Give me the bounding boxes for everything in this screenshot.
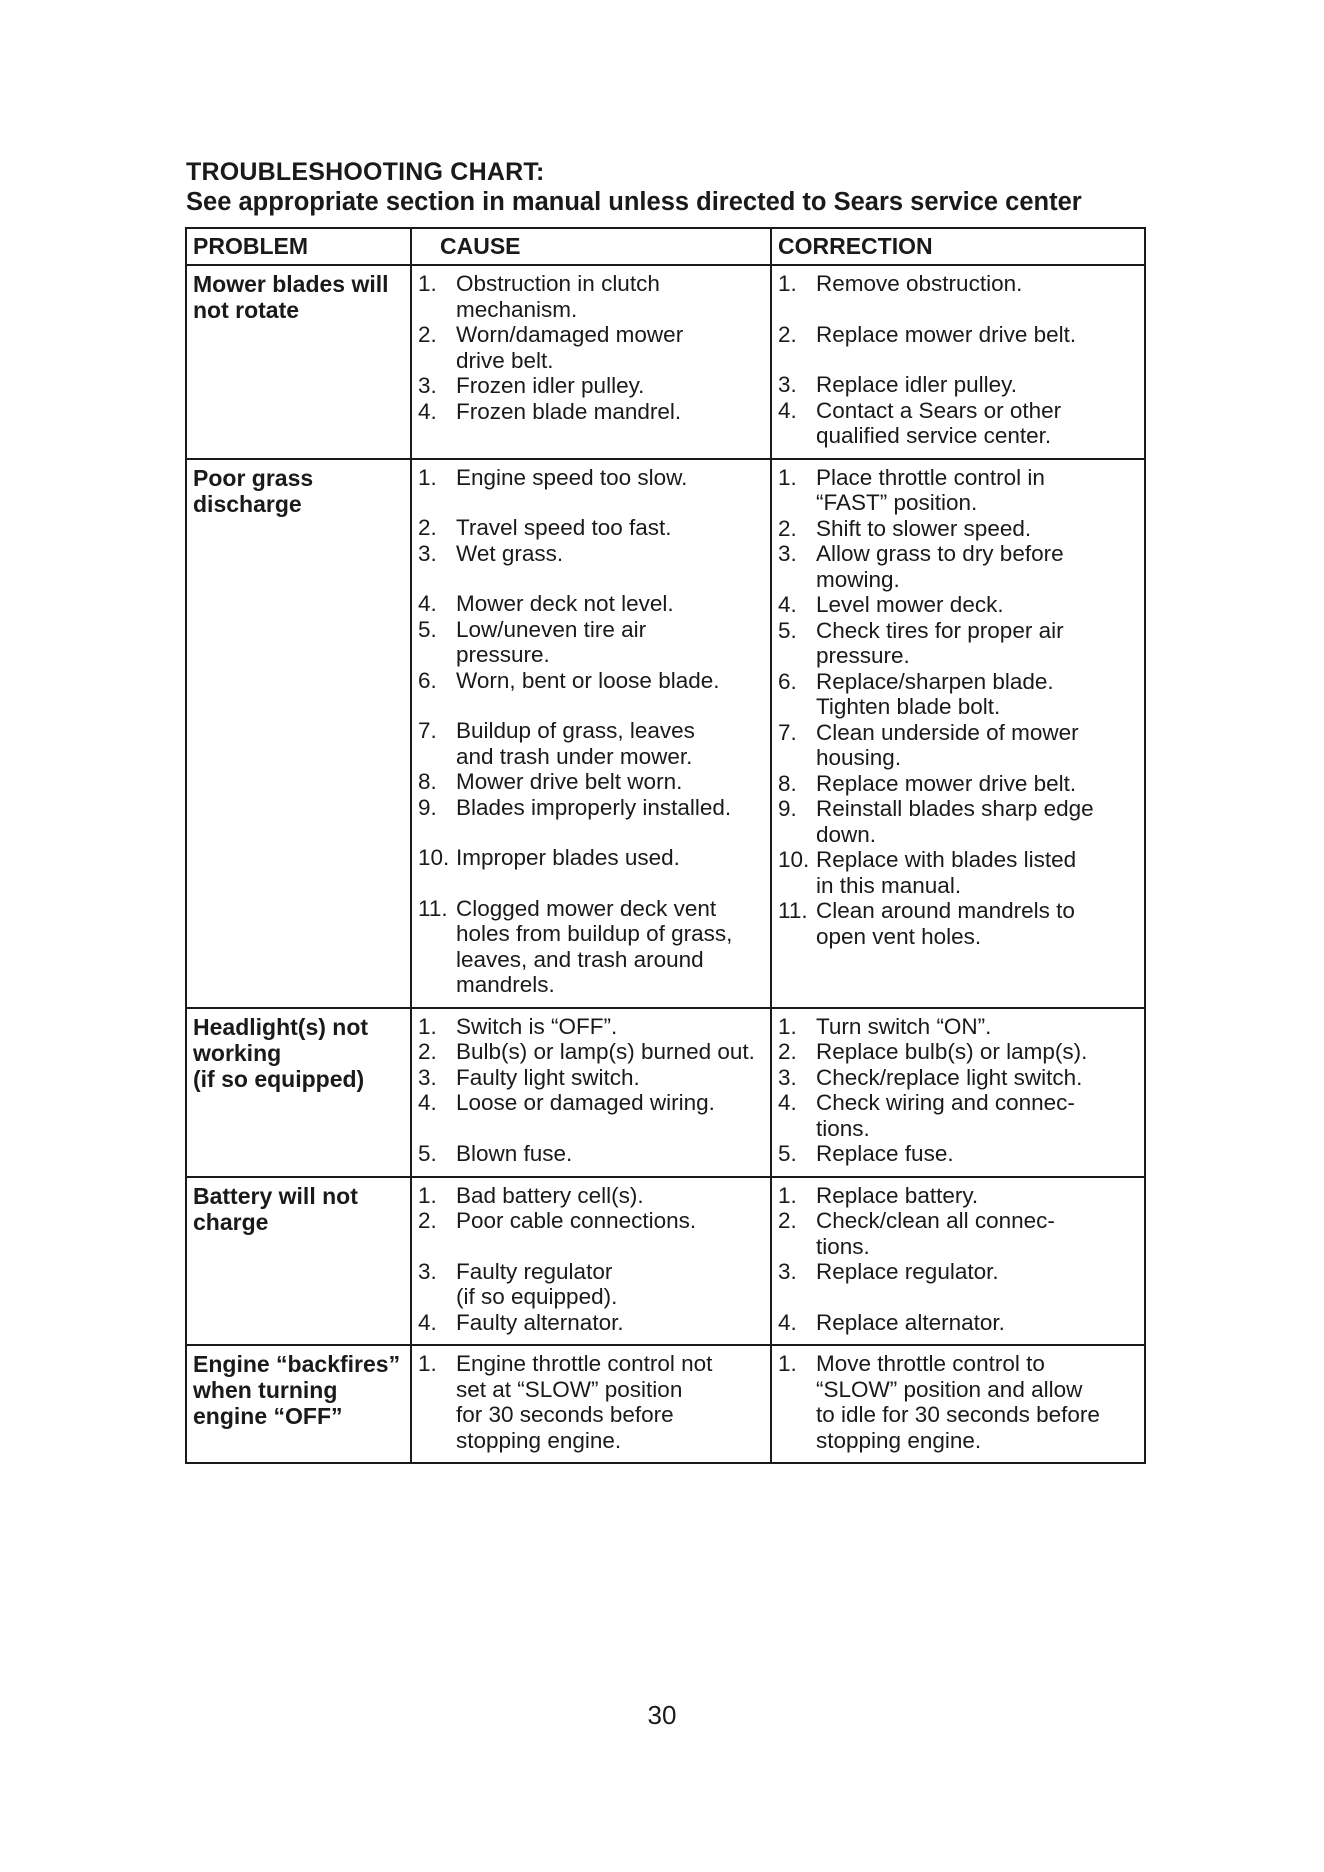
cause-item-text: Obstruction in clutch mechanism.	[456, 271, 660, 322]
correction-list	[778, 1014, 1138, 1167]
correction-item-number: 11.	[778, 898, 808, 923]
problem-text: Poor grass discharge	[193, 464, 314, 517]
cause-cell	[411, 265, 771, 459]
correction-item	[778, 465, 1138, 516]
cause-item-text: Blown fuse.	[456, 1140, 573, 1166]
correction-item-text: Replace/sharpen blade. Tighten blade bolt.	[816, 668, 1054, 719]
correction-item	[778, 592, 1138, 618]
correction-item-text: Contact a Sears or other qualified service center.	[816, 397, 1062, 448]
cause-item-number: 5.	[418, 1140, 437, 1166]
correction-cell	[771, 1008, 1145, 1177]
correction-item-number: 3.	[778, 1259, 797, 1284]
cause-item-number: 4.	[418, 398, 437, 424]
correction-item-text: Check/replace light switch.	[816, 1064, 1083, 1090]
correction-item	[778, 516, 1138, 542]
correction-item-number: 3.	[778, 372, 797, 397]
correction-item-number: 4.	[778, 1309, 797, 1335]
cause-item	[418, 1310, 764, 1336]
correction-item-text: Remove obstruction.	[816, 271, 1023, 296]
correction-item-number: 1.	[778, 1013, 797, 1039]
correction-item-text: Replace mower drive belt.	[816, 770, 1077, 796]
problem-text: Mower blades will not rotate	[193, 271, 389, 323]
correction-item-text: Move throttle control to “SLOW” position and allow to idle for 30 seconds before stopping engine.	[816, 1351, 1100, 1453]
correction-cell	[771, 1345, 1145, 1463]
correction-item	[778, 322, 1138, 348]
correction-item-number: 4.	[778, 397, 797, 423]
correction-cell	[771, 1177, 1145, 1346]
cause-item	[418, 617, 764, 668]
cause-item	[418, 271, 764, 322]
correction-item-number: 2.	[778, 515, 797, 541]
column-header-problem: PROBLEM	[186, 228, 411, 265]
cause-item	[418, 1014, 764, 1040]
cause-cell	[411, 1345, 771, 1463]
correction-item-text: Level mower deck.	[816, 592, 1004, 617]
cause-list	[418, 465, 764, 998]
correction-item	[778, 1141, 1138, 1167]
cause-item	[418, 845, 764, 871]
correction-item-number: 6.	[778, 668, 797, 694]
correction-item	[778, 618, 1138, 669]
correction-item	[778, 796, 1138, 847]
problem-cell	[186, 1345, 411, 1463]
correction-item	[778, 669, 1138, 720]
cause-item	[418, 668, 764, 694]
correction-item	[778, 720, 1138, 771]
correction-item-text: Check wiring and connec- tions.	[816, 1090, 1075, 1141]
table-row	[186, 459, 1145, 1008]
correction-item	[778, 898, 1138, 949]
correction-item	[778, 271, 1138, 297]
correction-item	[778, 1090, 1138, 1141]
cause-item	[418, 1039, 764, 1065]
correction-item	[778, 1310, 1138, 1336]
cause-item-number: 4.	[418, 1309, 437, 1335]
cause-item	[418, 1208, 764, 1234]
cause-item	[418, 1351, 764, 1453]
cause-item-number: 3.	[418, 1064, 437, 1090]
cause-item-number: 7.	[418, 718, 437, 743]
correction-item-text: Replace with blades listed in this manual.	[816, 847, 1077, 898]
cause-item-text: Improper blades used.	[456, 845, 680, 870]
cause-item-number: 4.	[418, 591, 437, 616]
cause-item-text: Wet grass.	[456, 540, 564, 566]
cause-item-text: Engine throttle control not set at “SLOW” position for 30 seconds before stopping engine.	[456, 1351, 713, 1453]
table-header-row	[186, 228, 1145, 265]
cause-item	[418, 795, 764, 821]
cause-list	[418, 271, 764, 424]
cause-item	[418, 399, 764, 425]
correction-item-number: 4.	[778, 1090, 797, 1115]
correction-item	[778, 398, 1138, 449]
correction-item	[778, 1351, 1138, 1453]
correction-item	[778, 1208, 1138, 1259]
cause-item-text: Worn/damaged mower drive belt.	[456, 322, 684, 373]
correction-item-number: 2.	[778, 321, 797, 347]
cause-cell	[411, 1177, 771, 1346]
correction-item-text: Place throttle control in “FAST” position.	[816, 464, 1045, 515]
correction-item	[778, 541, 1138, 592]
correction-cell	[771, 459, 1145, 1008]
correction-item	[778, 1259, 1138, 1285]
cause-item-number: 10.	[418, 845, 450, 870]
cause-item-text: Bulb(s) or lamp(s) burned out.	[456, 1039, 755, 1064]
cause-item-number: 2.	[418, 515, 437, 540]
cause-item-text: Engine speed too slow.	[456, 464, 688, 490]
correction-item-text: Check tires for proper air pressure.	[816, 617, 1064, 668]
correction-item-text: Replace mower drive belt.	[816, 321, 1077, 347]
page-number: 30	[647, 1700, 677, 1730]
correction-item	[778, 1014, 1138, 1040]
table-row	[186, 1345, 1145, 1463]
correction-item-number: 4.	[778, 592, 797, 617]
correction-item-number: 1.	[778, 1182, 797, 1208]
correction-item-text: Shift to slower speed.	[816, 515, 1032, 541]
cause-item-text: Bad battery cell(s).	[456, 1182, 644, 1208]
cause-item-text: Faulty regulator (if so equipped).	[456, 1258, 618, 1309]
cause-item-text: Worn, bent or loose blade.	[456, 667, 720, 693]
problem-cell	[186, 1008, 411, 1177]
cause-item-number: 3.	[418, 373, 437, 398]
cause-list	[418, 1351, 764, 1453]
cause-item-text: Mower drive belt worn.	[456, 769, 683, 794]
cause-item-number: 3.	[418, 540, 437, 566]
correction-item	[778, 771, 1138, 797]
correction-item-text: Replace bulb(s) or lamp(s).	[816, 1039, 1088, 1064]
cause-item	[418, 591, 764, 617]
correction-cell	[771, 265, 1145, 459]
cause-item-number: 2.	[418, 1039, 437, 1064]
correction-item-number: 2.	[778, 1039, 797, 1064]
problem-cell	[186, 265, 411, 459]
correction-item-number: 3.	[778, 1064, 797, 1090]
cause-item-number: 5.	[418, 616, 437, 642]
cause-item	[418, 769, 764, 795]
problem-text: Engine “backfires” when turning engine “OFF”	[193, 1351, 401, 1429]
cause-item-number: 2.	[418, 1208, 437, 1233]
correction-item-text: Allow grass to dry before mowing.	[816, 541, 1064, 592]
cause-item-text: Faulty light switch.	[456, 1064, 640, 1090]
correction-list	[778, 271, 1138, 449]
cause-item	[418, 515, 764, 541]
correction-item-number: 5.	[778, 1141, 797, 1166]
correction-item-number: 9.	[778, 796, 797, 821]
column-header-cause: CAUSE	[411, 228, 771, 265]
table-row	[186, 1008, 1145, 1177]
correction-item-number: 8.	[778, 770, 797, 796]
cause-item-number: 1.	[418, 271, 437, 296]
correction-item-number: 5.	[778, 617, 797, 643]
correction-item-text: Reinstall blades sharp edge down.	[816, 796, 1094, 847]
correction-item-text: Replace idler pulley.	[816, 372, 1017, 397]
cause-item-text: Poor cable connections.	[456, 1208, 697, 1233]
cause-item-number: 11.	[418, 895, 448, 921]
problem-text: Battery will not charge	[193, 1182, 358, 1235]
cause-item-number: 3.	[418, 1258, 437, 1284]
cause-item	[418, 718, 764, 769]
problem-cell	[186, 459, 411, 1008]
correction-item	[778, 1183, 1138, 1209]
cause-cell	[411, 459, 771, 1008]
correction-item	[778, 1039, 1138, 1065]
cause-item-number: 1.	[418, 1351, 437, 1376]
cause-list	[418, 1014, 764, 1167]
correction-item-number: 2.	[778, 1208, 797, 1233]
cause-item-number: 1.	[418, 464, 437, 490]
cause-item-text: Mower deck not level.	[456, 591, 674, 616]
cause-item	[418, 322, 764, 373]
correction-item	[778, 1065, 1138, 1091]
cause-item-text: Blades improperly installed.	[456, 794, 732, 820]
correction-item-text: Clean underside of mower housing.	[816, 719, 1079, 770]
correction-item-text: Clean around mandrels to open vent holes.	[816, 898, 1075, 949]
cause-item-number: 6.	[418, 667, 437, 693]
cause-item-number: 2.	[418, 322, 437, 347]
cause-item	[418, 1141, 764, 1167]
cause-item-number: 1.	[418, 1013, 437, 1039]
correction-list	[778, 1183, 1138, 1336]
cause-item	[418, 1259, 764, 1310]
correction-item	[778, 372, 1138, 398]
correction-item-number: 3.	[778, 541, 797, 566]
correction-item	[778, 847, 1138, 898]
correction-item-number: 10.	[778, 847, 810, 872]
cause-item-text: Travel speed too fast.	[456, 515, 672, 540]
table-row	[186, 1177, 1145, 1346]
correction-item-text: Replace regulator.	[816, 1259, 999, 1284]
cause-item-text: Frozen blade mandrel.	[456, 398, 682, 424]
cause-list	[418, 1183, 764, 1336]
cause-item	[418, 1090, 764, 1116]
cause-item-text: Faulty alternator.	[456, 1309, 624, 1335]
column-header-correction: CORRECTION	[771, 228, 1145, 265]
cause-item	[418, 541, 764, 567]
problem-cell	[186, 1177, 411, 1346]
correction-list	[778, 1351, 1138, 1453]
correction-item-text: Replace battery.	[816, 1182, 979, 1208]
correction-item-text: Replace alternator.	[816, 1309, 1005, 1335]
cause-item-text: Switch is “OFF”.	[456, 1013, 618, 1039]
cause-item-number: 4.	[418, 1090, 437, 1115]
cause-item-text: Frozen idler pulley.	[456, 373, 645, 398]
problem-text: Headlight(s) not working (if so equipped)	[193, 1013, 369, 1092]
cause-item-text: Clogged mower deck vent holes from buildup of grass, leaves, and trash around mandrels.	[456, 895, 733, 997]
cause-item	[418, 465, 764, 491]
cause-item-number: 9.	[418, 794, 437, 820]
cause-item-text: Loose or damaged wiring.	[456, 1090, 715, 1115]
correction-item-text: Replace fuse.	[816, 1141, 954, 1166]
correction-item-text: Turn switch “ON”.	[816, 1013, 992, 1039]
cause-item-number: 1.	[418, 1182, 437, 1208]
troubleshooting-table	[185, 227, 1146, 1464]
cause-item	[418, 1183, 764, 1209]
chart-subtitle: See appropriate section in manual unless directed to Sears service center	[186, 188, 1082, 216]
correction-item-number: 1.	[778, 1351, 797, 1376]
cause-item	[418, 896, 764, 998]
correction-item-number: 7.	[778, 719, 797, 745]
cause-item	[418, 1065, 764, 1091]
cause-item-text: Low/uneven tire air pressure.	[456, 616, 647, 667]
cause-cell	[411, 1008, 771, 1177]
cause-item-number: 8.	[418, 769, 437, 794]
table-row	[186, 265, 1145, 459]
chart-title: TROUBLESHOOTING CHART:	[186, 158, 545, 186]
table-body	[186, 265, 1145, 1463]
correction-item-number: 1.	[778, 271, 797, 296]
correction-item-number: 1.	[778, 464, 797, 490]
cause-item-text: Buildup of grass, leaves and trash under mower.	[456, 718, 695, 769]
cause-item	[418, 373, 764, 399]
correction-item-text: Check/clean all connec- tions.	[816, 1208, 1055, 1259]
correction-list	[778, 465, 1138, 950]
